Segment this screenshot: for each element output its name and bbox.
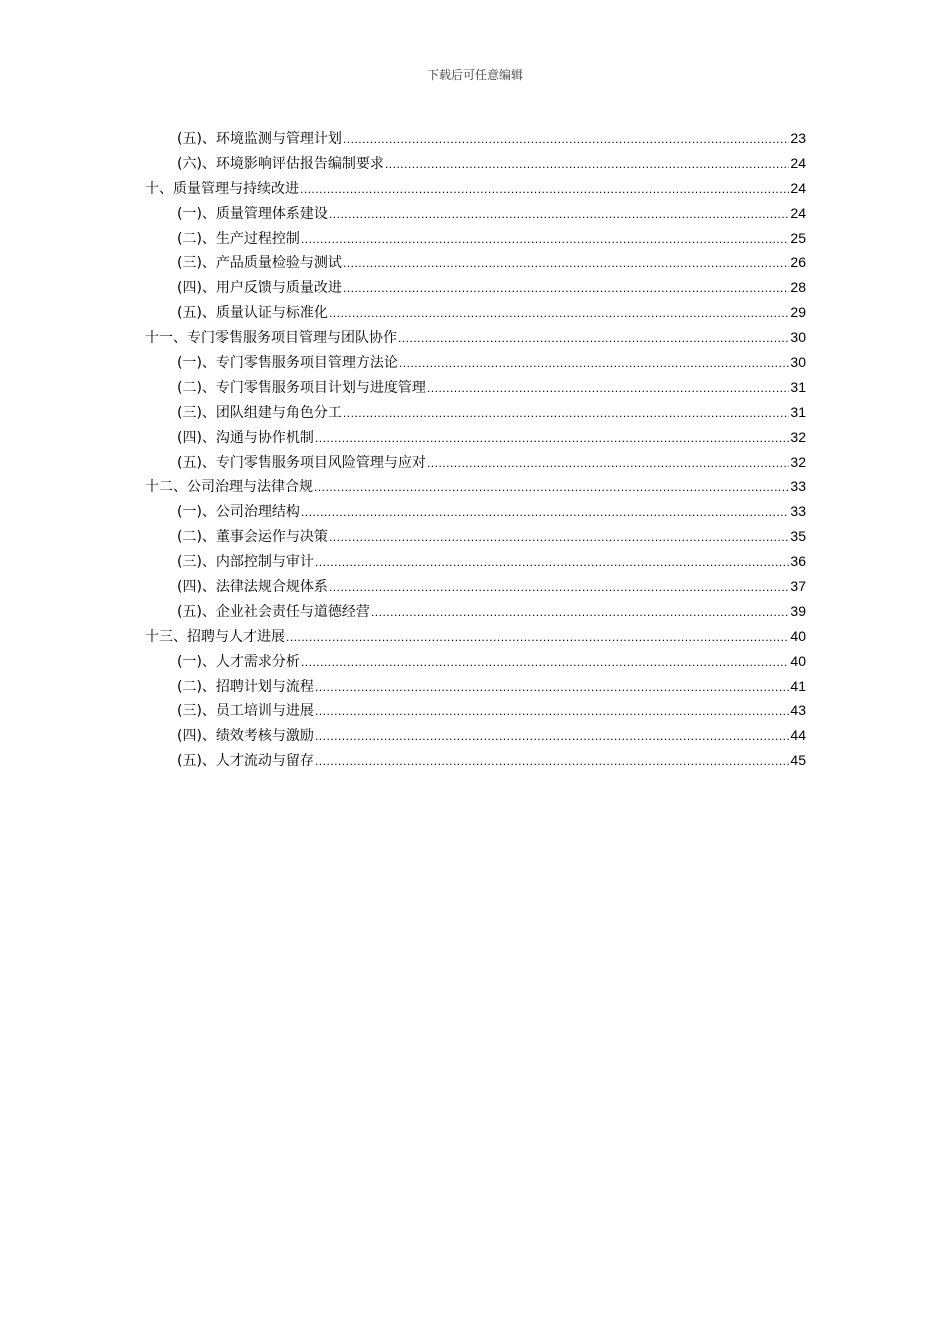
toc-entry-page-number: 32	[790, 453, 806, 470]
toc-entry[interactable]	[145, 176, 806, 201]
toc-entry[interactable]	[145, 649, 806, 674]
toc-entry-title: (五)、环境监测与管理计划	[177, 131, 342, 147]
toc-entry[interactable]	[145, 524, 806, 549]
toc-entry-title: (一)、专门零售服务项目管理方法论	[177, 355, 398, 372]
toc-dot-leader	[315, 699, 789, 724]
toc-entry[interactable]	[145, 275, 806, 300]
toc-entry[interactable]	[145, 325, 806, 350]
toc-dot-leader	[343, 401, 789, 426]
toc-dot-leader	[315, 675, 789, 700]
toc-entry[interactable]	[145, 574, 806, 599]
toc-entry-page-number: 30	[790, 354, 806, 371]
table-of-contents	[145, 126, 806, 773]
page-header: 下载后可任意编辑	[426, 68, 523, 82]
toc-entry[interactable]	[145, 375, 806, 400]
toc-dot-leader	[329, 301, 789, 326]
toc-dot-leader	[329, 575, 789, 600]
toc-entry-page-number: 31	[790, 378, 806, 395]
toc-entry-title: 十二、公司治理与法律合规	[145, 479, 313, 496]
toc-entry-page-number: 36	[790, 553, 806, 570]
toc-entry[interactable]	[145, 549, 806, 574]
toc-entry-title: (二)、生产过程控制	[177, 230, 300, 247]
toc-entry-title: 十、质量管理与持续改进	[145, 180, 299, 197]
toc-entry[interactable]	[145, 599, 806, 624]
toc-entry-title: (五)、人才流动与留存	[177, 753, 314, 770]
toc-entry-page-number: 23	[790, 130, 806, 146]
toc-dot-leader	[315, 550, 789, 575]
toc-dot-leader	[315, 426, 789, 451]
toc-dot-leader	[371, 600, 789, 625]
toc-entry-page-number: 31	[790, 403, 806, 420]
toc-entry-title: (五)、质量认证与标准化	[177, 305, 328, 322]
toc-entry-page-number: 29	[790, 304, 806, 321]
toc-entry-title: (三)、产品质量检验与测试	[177, 255, 342, 272]
toc-entry[interactable]	[145, 350, 806, 375]
toc-entry-page-number: 40	[790, 652, 806, 669]
toc-entry-title: (五)、专门零售服务项目风险管理与应对	[177, 454, 426, 471]
toc-dot-leader	[301, 227, 789, 252]
toc-dot-leader	[300, 177, 789, 202]
toc-dot-leader	[329, 525, 789, 550]
toc-entry-page-number: 43	[790, 702, 806, 719]
toc-entry-page-number: 41	[790, 677, 806, 694]
toc-entry-page-number: 24	[790, 204, 806, 221]
toc-dot-leader	[427, 376, 789, 401]
toc-entry-page-number: 24	[790, 179, 806, 196]
toc-entry-page-number: 28	[790, 279, 806, 296]
toc-entry-page-number: 33	[790, 478, 806, 495]
toc-entry-title: 十三、招聘与人才进展	[145, 628, 285, 645]
toc-entry-page-number: 24	[790, 154, 806, 171]
toc-entry[interactable]	[145, 723, 806, 748]
toc-entry-title: (四)、绩效考核与激励	[177, 728, 314, 745]
toc-entry[interactable]	[145, 474, 806, 499]
toc-dot-leader	[286, 625, 789, 650]
toc-dot-leader	[343, 276, 789, 301]
toc-entry[interactable]	[145, 126, 806, 151]
toc-entry-page-number: 39	[790, 602, 806, 619]
toc-entry[interactable]	[145, 300, 806, 325]
toc-entry-page-number: 40	[790, 627, 806, 644]
toc-entry-title: (二)、专门零售服务项目计划与进度管理	[177, 379, 426, 396]
toc-entry-page-number: 37	[790, 578, 806, 595]
toc-entry-title: (三)、内部控制与审计	[177, 554, 314, 571]
toc-dot-leader	[315, 749, 789, 774]
toc-dot-leader	[301, 650, 789, 675]
toc-entry[interactable]	[145, 226, 806, 251]
toc-entry[interactable]	[145, 674, 806, 699]
toc-dot-leader	[398, 326, 789, 351]
toc-entry[interactable]	[145, 499, 806, 524]
toc-entry-page-number: 45	[790, 752, 806, 769]
toc-entry[interactable]	[145, 250, 806, 275]
toc-entry-title: (三)、员工培训与进展	[177, 703, 314, 720]
toc-entry-title: (三)、团队组建与角色分工	[177, 404, 342, 421]
toc-entry-page-number: 30	[790, 329, 806, 346]
toc-entry-page-number: 26	[790, 254, 806, 271]
toc-dot-leader	[329, 202, 789, 227]
toc-entry[interactable]	[145, 450, 806, 475]
toc-dot-leader	[343, 251, 789, 276]
toc-entry[interactable]	[145, 151, 806, 176]
toc-dot-leader	[343, 127, 789, 152]
toc-entry[interactable]	[145, 624, 806, 649]
toc-dot-leader	[301, 500, 789, 525]
toc-entry[interactable]	[145, 201, 806, 226]
toc-entry-title: (四)、沟通与协作机制	[177, 429, 314, 446]
toc-entry-title: (六)、环境影响评估报告编制要求	[177, 155, 384, 172]
toc-entry-title: (一)、人才需求分析	[177, 653, 300, 670]
toc-entry-title: (一)、质量管理体系建设	[177, 205, 328, 222]
toc-entry-title: (一)、公司治理结构	[177, 504, 300, 521]
toc-dot-leader	[315, 724, 789, 749]
toc-entry[interactable]	[145, 748, 806, 773]
toc-entry[interactable]	[145, 400, 806, 425]
toc-entry-page-number: 44	[790, 727, 806, 744]
toc-dot-leader	[385, 152, 789, 177]
toc-entry-title: (四)、用户反馈与质量改进	[177, 280, 342, 297]
toc-entry-title: (五)、企业社会责任与道德经营	[177, 603, 370, 620]
toc-entry-page-number: 32	[790, 428, 806, 445]
toc-entry-title: (二)、招聘计划与流程	[177, 678, 314, 695]
toc-dot-leader	[427, 451, 789, 476]
toc-dot-leader	[399, 351, 789, 376]
toc-entry-title: 十一、专门零售服务项目管理与团队协作	[145, 330, 397, 347]
toc-entry[interactable]	[145, 425, 806, 450]
toc-entry-page-number: 35	[790, 528, 806, 545]
toc-entry-title: (二)、董事会运作与决策	[177, 529, 328, 546]
toc-entry[interactable]	[145, 698, 806, 723]
toc-entry-page-number: 25	[790, 229, 806, 246]
toc-entry-page-number: 33	[790, 503, 806, 520]
toc-entry-title: (四)、法律法规合规体系	[177, 579, 328, 596]
toc-dot-leader	[314, 475, 789, 500]
